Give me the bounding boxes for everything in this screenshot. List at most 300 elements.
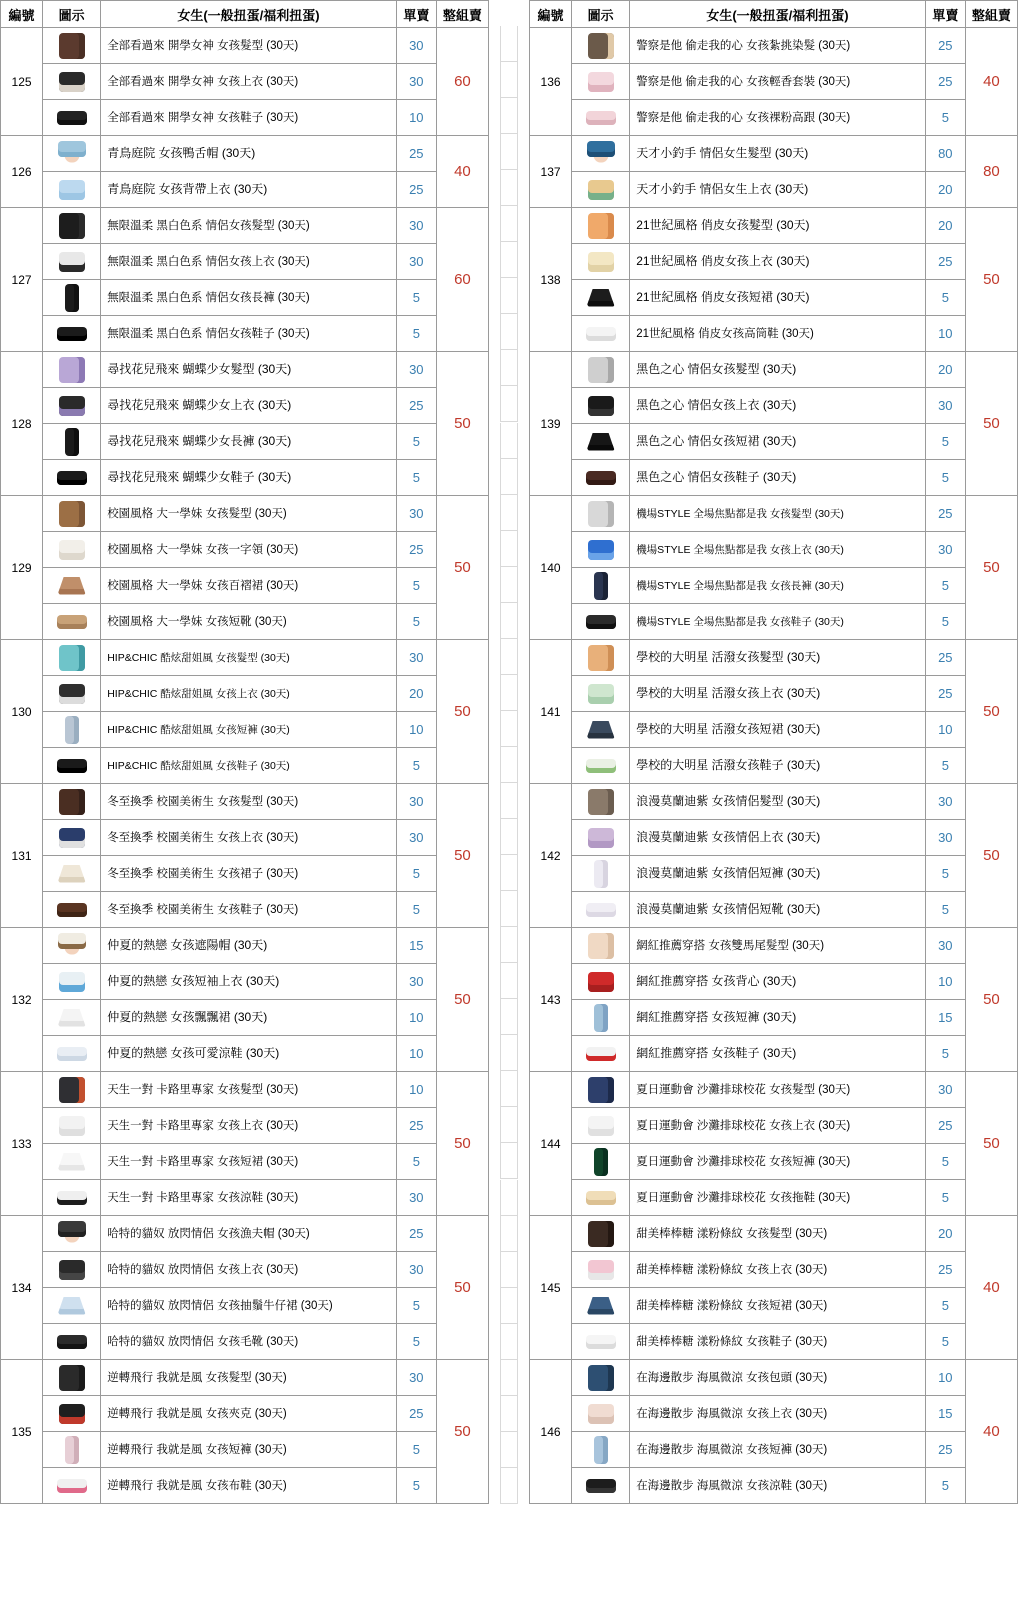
table-row [1, 1108, 489, 1144]
table-row [530, 964, 1018, 1000]
hat-icon [574, 137, 628, 171]
item-name: 天生一對 卡路里專家 女孩上衣 (30天) [101, 1108, 397, 1144]
spacer-cell [489, 819, 529, 855]
spacer-cell [489, 134, 529, 170]
item-icon-cell [572, 1252, 630, 1288]
top-icon [45, 965, 99, 999]
item-name: 甜美棒棒糖 漾粉條紋 女孩髮型 (30天) [630, 1216, 926, 1252]
item-icon-cell [572, 388, 630, 424]
spacer-row [489, 386, 529, 422]
item-icon-cell [43, 892, 101, 928]
item-price: 20 [925, 172, 965, 208]
set-total-price: 50 [965, 784, 1017, 928]
spacer-cell [489, 891, 529, 927]
item-price: 25 [925, 1252, 965, 1288]
item-name: 全部看過來 開學女神 女孩髮型 (30天) [101, 28, 397, 64]
set-id: 126 [1, 136, 43, 208]
item-price: 5 [396, 424, 436, 460]
table-row [1, 388, 489, 424]
item-price: 30 [396, 1360, 436, 1396]
item-name: 全部看過來 開學女神 女孩鞋子 (30天) [101, 100, 397, 136]
header-price: 單賣 [925, 1, 965, 28]
spacer-cell [489, 459, 529, 495]
item-icon-cell [43, 1252, 101, 1288]
spacer-cell [489, 1216, 529, 1252]
set-id: 131 [1, 784, 43, 928]
set-id: 146 [530, 1360, 572, 1504]
item-icon-cell [43, 532, 101, 568]
hair-icon [574, 1361, 628, 1395]
hair-icon [45, 785, 99, 819]
item-icon-cell [43, 1036, 101, 1072]
spacer-cell [489, 170, 529, 206]
table-header-row [1, 1, 489, 28]
item-name: 天生一對 卡路里專家 女孩涼鞋 (30天) [101, 1180, 397, 1216]
item-price: 30 [925, 820, 965, 856]
shoe-icon [574, 1325, 628, 1359]
item-name: HIP&CHIC 酷炫甜姐風 女孩鞋子 (30天) [101, 748, 397, 784]
top-icon [574, 533, 628, 567]
table-row [530, 1468, 1018, 1504]
item-icon-cell [43, 1360, 101, 1396]
item-name: 學校的大明星 活潑女孩髮型 (30天) [630, 640, 926, 676]
table-row [530, 568, 1018, 604]
item-icon-cell [572, 532, 630, 568]
pants-icon [574, 1145, 628, 1179]
item-price: 30 [396, 964, 436, 1000]
item-price: 5 [396, 1288, 436, 1324]
spacer-cell [489, 386, 529, 422]
item-price: 30 [925, 928, 965, 964]
item-icon-cell [572, 64, 630, 100]
table-row [530, 1000, 1018, 1036]
item-name: 全部看過來 開學女神 女孩上衣 (30天) [101, 64, 397, 100]
hair-icon [45, 29, 99, 63]
spacer-cell [489, 1035, 529, 1071]
shoe-icon [574, 605, 628, 639]
item-price: 20 [925, 208, 965, 244]
item-icon-cell [572, 208, 630, 244]
spacer-cell [489, 242, 529, 278]
item-icon-cell [43, 244, 101, 280]
spacer-row [489, 1324, 529, 1360]
spacer-header [489, 0, 529, 26]
item-icon-cell [43, 748, 101, 784]
item-name: 在海邊散步 海風微涼 女孩上衣 (30天) [630, 1396, 926, 1432]
item-name: 逆轉飛行 我就是風 女孩髮型 (30天) [101, 1360, 397, 1396]
table-row [1, 1468, 489, 1504]
top-icon [45, 389, 99, 423]
set-id: 127 [1, 208, 43, 352]
spacer-row [489, 206, 529, 242]
spacer-row [489, 1252, 529, 1288]
table-row [530, 928, 1018, 964]
item-name: 機場STYLE 全場焦點都是我 女孩長褲 (30天) [630, 568, 926, 604]
table-row [530, 172, 1018, 208]
item-name: 天才小釣手 情侶女生上衣 (30天) [630, 172, 926, 208]
item-price: 5 [925, 1180, 965, 1216]
item-price: 25 [396, 1216, 436, 1252]
set-id: 139 [530, 352, 572, 496]
item-icon-cell [43, 460, 101, 496]
table-row [1, 1396, 489, 1432]
item-price: 5 [925, 1036, 965, 1072]
spacer-row [489, 747, 529, 783]
table-row [1, 1252, 489, 1288]
item-name: 哈特的貓奴 放閃情侶 女孩漁夫帽 (30天) [101, 1216, 397, 1252]
item-price: 5 [396, 1144, 436, 1180]
spacer-cell [489, 567, 529, 603]
item-price: 25 [396, 172, 436, 208]
table-row [1, 712, 489, 748]
item-name: 夏日運動會 沙灘排球校花 女孩短褲 (30天) [630, 1144, 926, 1180]
item-icon-cell [572, 748, 630, 784]
table-row [530, 640, 1018, 676]
item-icon-cell [572, 964, 630, 1000]
item-price: 10 [925, 964, 965, 1000]
item-price: 5 [925, 604, 965, 640]
item-price: 15 [396, 928, 436, 964]
item-price: 30 [396, 64, 436, 100]
set-id: 130 [1, 640, 43, 784]
item-price: 5 [925, 460, 965, 496]
pants-icon [574, 857, 628, 891]
item-price: 5 [396, 1468, 436, 1504]
item-name: 仲夏的熱戀 女孩飄飄裙 (30天) [101, 1000, 397, 1036]
item-icon-cell [572, 1216, 630, 1252]
item-icon-cell [43, 676, 101, 712]
item-icon-cell [43, 1108, 101, 1144]
top-icon [574, 245, 628, 279]
spacer-row [489, 278, 529, 314]
set-total-price: 80 [965, 136, 1017, 208]
item-price: 25 [396, 388, 436, 424]
item-price: 30 [396, 496, 436, 532]
spacer-column [489, 0, 529, 1504]
table-row [1, 496, 489, 532]
table-body-left [1, 28, 489, 1504]
item-icon-cell [572, 460, 630, 496]
item-price: 10 [396, 100, 436, 136]
item-price: 5 [925, 748, 965, 784]
table-row [1, 1216, 489, 1252]
table-row [1, 1324, 489, 1360]
set-id: 136 [530, 28, 572, 136]
header-icon: 圖示 [572, 1, 630, 28]
item-price: 30 [396, 640, 436, 676]
item-icon-cell [572, 1324, 630, 1360]
item-icon-cell [43, 496, 101, 532]
spacer-row [489, 1035, 529, 1071]
spacer-row [489, 98, 529, 134]
spacer-cell [489, 639, 529, 675]
spacer-row [489, 242, 529, 278]
spacer-row [489, 1396, 529, 1432]
table-row [1, 820, 489, 856]
item-name: 冬至換季 校園美術生 女孩裙子 (30天) [101, 856, 397, 892]
shoe-icon [45, 1181, 99, 1215]
top-icon [574, 173, 628, 207]
item-icon-cell [572, 1288, 630, 1324]
spacer-row [489, 459, 529, 495]
item-price: 25 [925, 676, 965, 712]
item-price: 5 [396, 1324, 436, 1360]
item-price: 25 [925, 496, 965, 532]
item-name: 警察是他 偷走我的心 女孩輕香套裝 (30天) [630, 64, 926, 100]
spacer-row [489, 567, 529, 603]
shoe-icon [574, 1181, 628, 1215]
set-total-price: 50 [436, 928, 488, 1072]
hair-icon [45, 1361, 99, 1395]
table-row [530, 388, 1018, 424]
table-body-right [530, 28, 1018, 1504]
hair-icon [574, 929, 628, 963]
set-total-price: 50 [436, 496, 488, 640]
hat-icon [45, 137, 99, 171]
set-total-price: 50 [436, 1360, 488, 1504]
header-id: 編號 [1, 1, 43, 28]
item-name: 在海邊散步 海風微涼 女孩包頭 (30天) [630, 1360, 926, 1396]
skirt-icon [45, 1145, 99, 1179]
item-price: 5 [925, 892, 965, 928]
item-icon-cell [43, 568, 101, 604]
item-name: 天生一對 卡路里專家 女孩髮型 (30天) [101, 1072, 397, 1108]
set-total-price: 50 [436, 640, 488, 784]
item-price: 5 [396, 280, 436, 316]
item-name: HIP&CHIC 酷炫甜姐風 女孩髮型 (30天) [101, 640, 397, 676]
item-price: 25 [925, 28, 965, 64]
spacer-cell [489, 675, 529, 711]
shoe-icon [574, 101, 628, 135]
item-price: 10 [396, 1072, 436, 1108]
table-row [1, 352, 489, 388]
item-price: 20 [925, 352, 965, 388]
item-price: 5 [925, 1288, 965, 1324]
pants-icon [45, 425, 99, 459]
table-row [530, 352, 1018, 388]
table-row [530, 532, 1018, 568]
item-name: 校園風格 大一學妹 女孩髮型 (30天) [101, 496, 397, 532]
item-price: 30 [396, 1252, 436, 1288]
spacer-cell [489, 1071, 529, 1107]
item-icon-cell [572, 136, 630, 172]
spacer-row [489, 495, 529, 531]
spacer-row [489, 531, 529, 567]
item-price: 30 [396, 28, 436, 64]
item-name: 在海邊散步 海風微涼 女孩短褲 (30天) [630, 1432, 926, 1468]
shoe-icon [45, 893, 99, 927]
table-row [530, 784, 1018, 820]
table-row [1, 208, 489, 244]
item-name: 哈特的貓奴 放閃情侶 女孩毛靴 (30天) [101, 1324, 397, 1360]
item-name: 青鳥庭院 女孩鴨舌帽 (30天) [101, 136, 397, 172]
item-price: 5 [925, 424, 965, 460]
pants-icon [574, 1001, 628, 1035]
shoe-icon [574, 1469, 628, 1503]
item-price: 30 [925, 388, 965, 424]
item-name: 無限溫柔 黑白色系 情侶女孩髮型 (30天) [101, 208, 397, 244]
set-total-price: 50 [965, 208, 1017, 352]
table-row [530, 1144, 1018, 1180]
table-row [1, 100, 489, 136]
item-icon-cell [572, 352, 630, 388]
top-icon [574, 65, 628, 99]
item-name: 21世紀風格 俏皮女孩上衣 (30天) [630, 244, 926, 280]
table-row [530, 712, 1018, 748]
table-row [530, 856, 1018, 892]
item-price: 10 [925, 1360, 965, 1396]
item-icon-cell [572, 892, 630, 928]
set-id: 132 [1, 928, 43, 1072]
spacer-row [489, 1143, 529, 1179]
item-icon-cell [572, 1036, 630, 1072]
spacer-row [489, 783, 529, 819]
item-price: 5 [925, 280, 965, 316]
item-icon-cell [43, 280, 101, 316]
item-price: 30 [396, 208, 436, 244]
spacer-row [489, 711, 529, 747]
item-icon-cell [43, 1432, 101, 1468]
item-icon-cell [572, 100, 630, 136]
spacer-cell [489, 350, 529, 386]
item-price: 5 [925, 856, 965, 892]
header-total: 整組賣 [965, 1, 1017, 28]
item-icon-cell [572, 172, 630, 208]
item-icon-cell [43, 1216, 101, 1252]
spacer-row [489, 1216, 529, 1252]
spacer-row [489, 855, 529, 891]
item-price: 5 [396, 604, 436, 640]
set-id: 142 [530, 784, 572, 928]
spacer-cell [489, 495, 529, 531]
set-id: 137 [530, 136, 572, 208]
item-name: 校園風格 大一學妹 女孩百褶裙 (30天) [101, 568, 397, 604]
table-row [1, 640, 489, 676]
item-price: 30 [396, 1180, 436, 1216]
spacer-row [489, 170, 529, 206]
item-name: 仲夏的熱戀 女孩可愛涼鞋 (30天) [101, 1036, 397, 1072]
shoe-icon [45, 1037, 99, 1071]
hair-icon [45, 353, 99, 387]
table-row [1, 28, 489, 64]
top-icon [574, 1109, 628, 1143]
item-price: 30 [396, 784, 436, 820]
item-price: 30 [396, 820, 436, 856]
item-name: 逆轉飛行 我就是風 女孩布鞋 (30天) [101, 1468, 397, 1504]
item-icon-cell [43, 640, 101, 676]
shoe-icon [574, 749, 628, 783]
item-price: 25 [925, 244, 965, 280]
item-name: 網紅推薦穿搭 女孩短褲 (30天) [630, 1000, 926, 1036]
table-row [530, 136, 1018, 172]
hair-icon [574, 497, 628, 531]
item-icon-cell [43, 136, 101, 172]
item-price: 5 [925, 568, 965, 604]
set-total-price: 50 [436, 352, 488, 496]
table-row [1, 856, 489, 892]
item-name: 青鳥庭院 女孩背帶上衣 (30天) [101, 172, 397, 208]
top-icon [574, 965, 628, 999]
table-row [530, 892, 1018, 928]
top-icon [45, 65, 99, 99]
set-total-price: 60 [436, 28, 488, 136]
item-name: 浪漫莫蘭迪紫 女孩情侶短褲 (30天) [630, 856, 926, 892]
item-name: 21世紀風格 俏皮女孩高筒鞋 (30天) [630, 316, 926, 352]
item-icon-cell [43, 1072, 101, 1108]
item-price: 30 [925, 784, 965, 820]
hair-icon [574, 1073, 628, 1107]
item-name: 天生一對 卡路里專家 女孩短裙 (30天) [101, 1144, 397, 1180]
spacer-cell [489, 1396, 529, 1432]
item-name: 校園風格 大一學妹 女孩一字領 (30天) [101, 532, 397, 568]
hair-icon [45, 497, 99, 531]
table-row [1, 316, 489, 352]
item-icon-cell [43, 964, 101, 1000]
item-price: 5 [925, 100, 965, 136]
set-total-price: 50 [965, 496, 1017, 640]
item-name: 機場STYLE 全場焦點都是我 女孩鞋子 (30天) [630, 604, 926, 640]
set-id: 135 [1, 1360, 43, 1504]
item-name: 網紅推薦穿搭 女孩背心 (30天) [630, 964, 926, 1000]
item-name: 夏日運動會 沙灘排球校花 女孩拖鞋 (30天) [630, 1180, 926, 1216]
item-name: 冬至換季 校園美術生 女孩上衣 (30天) [101, 820, 397, 856]
table-row [530, 1432, 1018, 1468]
table-row [530, 316, 1018, 352]
table-row [1, 568, 489, 604]
spacer-cell [489, 927, 529, 963]
spacer-row [489, 62, 529, 98]
item-icon-cell [572, 280, 630, 316]
item-icon-cell [572, 1360, 630, 1396]
item-name: 尋找花兒飛來 蝴蝶少女上衣 (30天) [101, 388, 397, 424]
spacer-row [489, 1432, 529, 1468]
table-header-row [530, 1, 1018, 28]
spacer-cell [489, 747, 529, 783]
item-name: 黑色之心 情侶女孩鞋子 (30天) [630, 460, 926, 496]
spacer-row [489, 26, 529, 62]
shoe-icon [45, 749, 99, 783]
header-name: 女生(一般扭蛋/福利扭蛋) [630, 1, 926, 28]
table-row [530, 1216, 1018, 1252]
hair-icon [574, 785, 628, 819]
pants-icon [574, 569, 628, 603]
set-id: 143 [530, 928, 572, 1072]
spacer-cell [489, 1468, 529, 1504]
shoe-icon [45, 1469, 99, 1503]
item-name: 尋找花兒飛來 蝴蝶少女鞋子 (30天) [101, 460, 397, 496]
set-id: 133 [1, 1072, 43, 1216]
item-price: 20 [925, 1216, 965, 1252]
table-row [530, 1252, 1018, 1288]
top-icon [45, 821, 99, 855]
item-name: HIP&CHIC 酷炫甜姐風 女孩短褲 (30天) [101, 712, 397, 748]
item-icon-cell [43, 424, 101, 460]
spacer-cell [489, 206, 529, 242]
table-row [530, 208, 1018, 244]
spacer-row [489, 999, 529, 1035]
item-name: 冬至換季 校園美術生 女孩鞋子 (30天) [101, 892, 397, 928]
shoe-icon [574, 893, 628, 927]
spacer-cell [489, 98, 529, 134]
spacer-row [489, 1071, 529, 1107]
item-icon-cell [572, 604, 630, 640]
top-icon [574, 677, 628, 711]
item-icon-cell [572, 1432, 630, 1468]
table-row [1, 460, 489, 496]
item-icon-cell [43, 208, 101, 244]
set-total-price: 50 [436, 1216, 488, 1360]
pants-icon [45, 1433, 99, 1467]
